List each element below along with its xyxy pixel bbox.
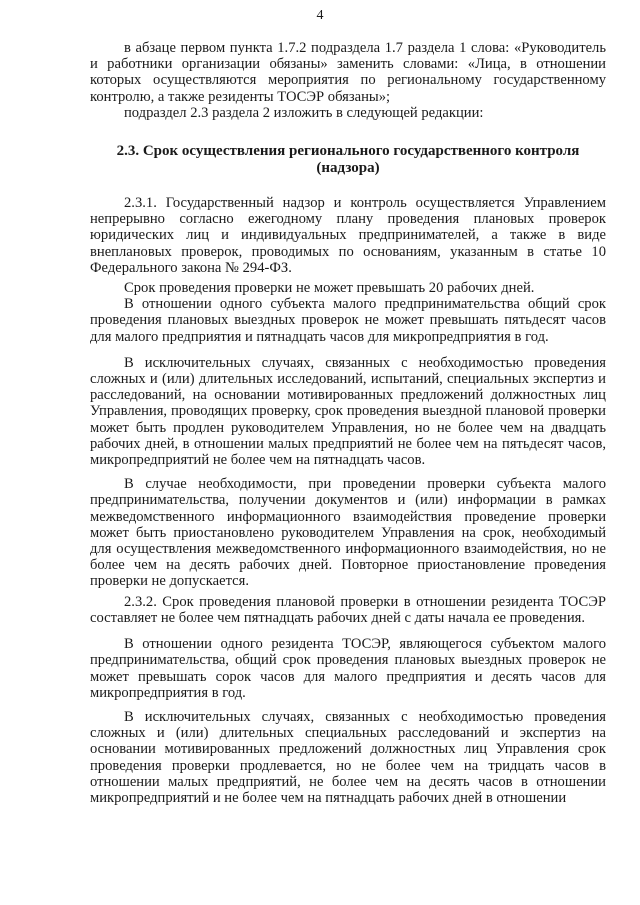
paragraph-tosr-small-business: В отношении одного резидента ТОСЭР, являющегося субъектом малого предпринимательства, общий срок проведения плановых выездных проверок не может превышать сорок часов для малого предприятия и десять часов для микропредприятия в год. [90, 636, 606, 701]
paragraph-tosr-extension: В исключительных случаях, связанных с необходимостью проведения сложных и (или) длительных специальных расследований и экспертиз на основании мотивированных предложений должностных лиц Управления срок проведения проверки продлевается, но не более чем на тридцать часов в отношении малых предприятий, не более чем на десять часов в отношении микропредприятий и не более чем на пятнадцать рабочих дней в отношении [90, 708, 606, 806]
paragraph-2-3-1: 2.3.1. Государственный надзор и контроль осуществляется Управлением непрерывно согласно ежегодному плану проведения плановых проверок юридических лиц и индивидуальных предпринимателей, а также в виде внеплановых проверок, проводимых по основаниям, указанным в статье 10 Федерального закона № 294-ФЗ. [90, 195, 606, 276]
paragraph-extension-cases: В исключительных случаях, связанных с необходимостью проведения сложных и (или) длительных исследований, испытаний, специальных экспертиз и расследований, на основании мотивированных предложений должностных лиц Управления, проводящих проверку, срок проведения выездной плановой проверки может быть продлен руководителем Управления, но не более чем на двадцать рабочих дней, в отношении малых предприятий не более чем на пятьдесят часов, микропредприятий не более чем на пятнадцать часов. [90, 354, 606, 469]
document-body [90, 40, 606, 806]
paragraph-suspension: В случае необходимости, при проведении проверки субъекта малого предпринимательства, получении документов и (или) информации в рамках межведомственного информационного взаимодействия проведение проверки может быть приостановлено руководителем Управления на срок, необходимый для осуществления межведомственного информационного взаимодействия, но не более чем на десять рабочих дней. Повторное приостановление проведения проверки не допускается. [90, 476, 606, 590]
paragraph-amendment-2-3-intro: подраздел 2.3 раздела 2 изложить в следующей редакции: [124, 104, 484, 121]
paragraph-2-3-2: 2.3.2. Срок проведения плановой проверки в отношении резидента ТОСЭР составляет не более чем пятнадцать рабочих дней с даты начала ее проведения. [90, 593, 606, 626]
paragraph-inspection-term: Срок проведения проверки не может превышать 20 рабочих дней. [124, 280, 535, 297]
paragraph-small-business-limit: В отношении одного субъекта малого предпринимательства общий срок проведения плановых выездных проверок не может превышать пятьдесят часов для малого предприятия и пятнадцать часов для микропредприятия в год. [90, 296, 606, 345]
section-heading-2-3: 2.3. Срок осуществления регионального государственного контроля (надзора) [116, 143, 580, 177]
page-number: 4 [316, 8, 324, 23]
paragraph-amendment-1-7-2: в абзаце первом пункта 1.7.2 подраздела 1.7 раздела 1 слова: «Руководитель и работники организации обязаны» заменить словами: «Лица, в отношении которых осуществляются мероприятия по региональному государственному контролю, а также резиденты ТОСЭР обязаны»; [90, 40, 606, 105]
